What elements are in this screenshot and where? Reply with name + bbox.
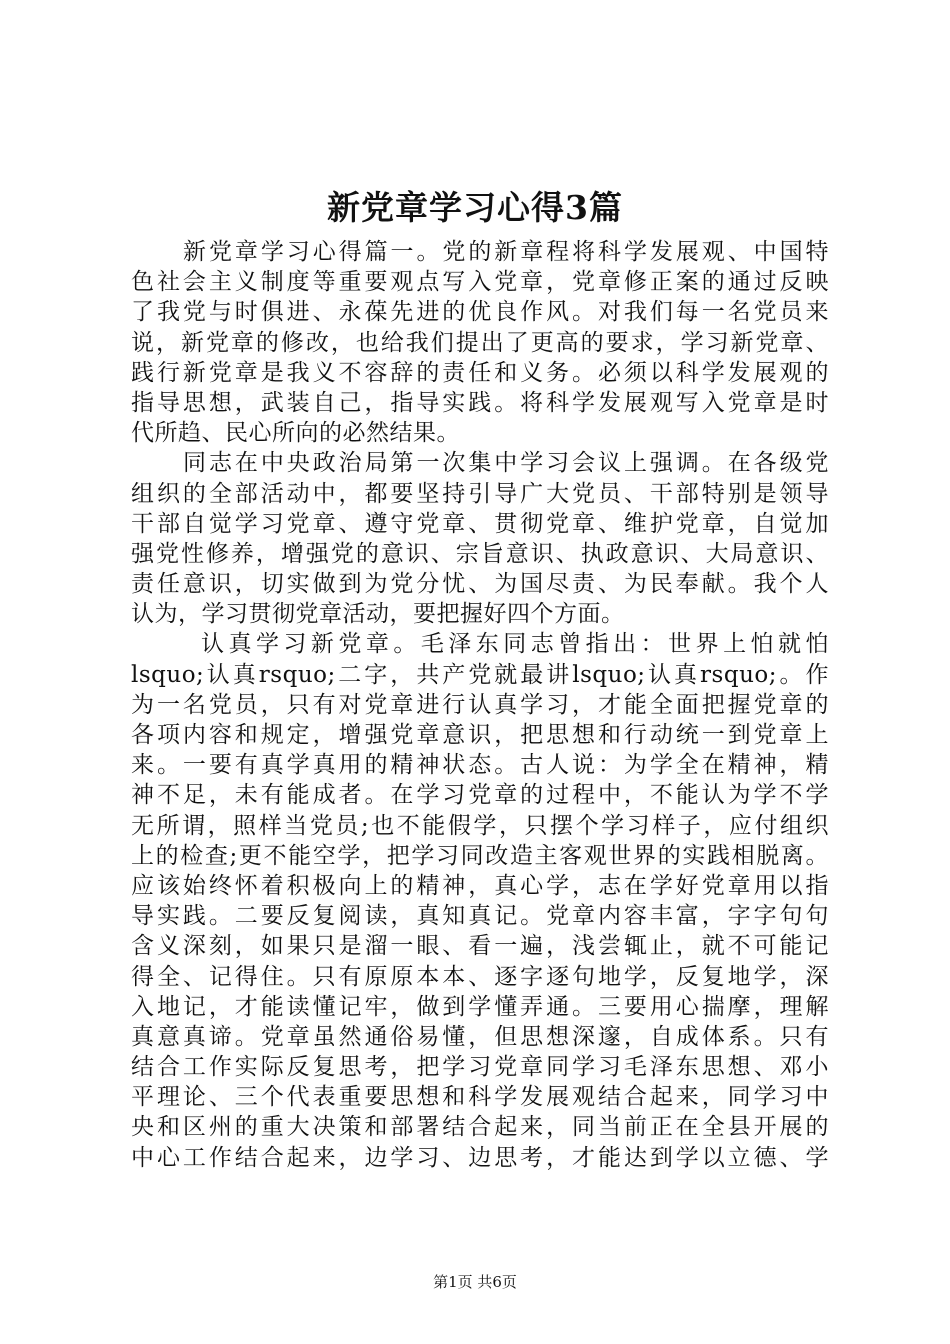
text-line: 为一名党员，只有对党章进行认真学习，才能全面把握党章的 bbox=[131, 691, 829, 718]
page-number-footer: 第1页 共6页 bbox=[433, 1273, 517, 1291]
text-line: 同志在中央政治局第一次集中学习会议上强调。在各级党 bbox=[183, 450, 829, 477]
text-line: 央和区州的重大决策和部署结合起来，同当前正在全县开展的 bbox=[131, 1114, 829, 1141]
text-line: 入地记，才能读懂记牢，做到学懂弄通。三要用心揣摩，理解 bbox=[131, 993, 829, 1020]
text-line: 导实践。二要反复阅读，真知真记。党章内容丰富，字字句句 bbox=[131, 903, 829, 930]
text-line: 应该始终怀着积极向上的精神，真心学，志在学好党章用以指 bbox=[131, 872, 829, 899]
text-line: 真意真谛。党章虽然通俗易懂，但思想深邃，自成体系。只有 bbox=[131, 1023, 829, 1050]
text-line: 认为，学习贯彻党章活动，要把握好四个方面。 bbox=[131, 601, 625, 628]
text-line: 结合工作实际反复思考，把学习党章同学习毛泽东思想、邓小 bbox=[131, 1054, 829, 1081]
document-title: 新党章学习心得3篇 bbox=[327, 188, 623, 227]
text-line: 代所趋、民心所向的必然结果。 bbox=[131, 420, 460, 447]
text-line: 干部自觉学习党章、遵守党章、贯彻党章、维护党章，自觉加 bbox=[131, 510, 829, 537]
text-line: 神不足，未有能成者。在学习党章的过程中，不能认为学不学 bbox=[131, 782, 829, 809]
text-line: 上的检查;更不能空学，把学习同改造主客观世界的实践相脱离。 bbox=[131, 842, 829, 869]
text-line: 新党章学习心得篇一。党的新章程将科学发展观、中国特 bbox=[183, 239, 829, 265]
text-line: 来。一要有真学真用的精神状态。古人说：为学全在精神，精 bbox=[131, 752, 829, 779]
text-line: 平理论、三个代表重要思想和科学发展观结合起来，同学习中 bbox=[131, 1084, 829, 1111]
text-line: 认真学习新党章。毛泽东同志曾指出：世界上怕就怕 bbox=[201, 631, 829, 658]
text-line: 了我党与时俱进、永葆先进的优良作风。对我们每一名党员来 bbox=[131, 299, 829, 326]
text-line: 各项内容和规定，增强党章意识，把思想和行动统一到党章上 bbox=[131, 722, 829, 748]
text-line: 得全、记得住。只有原原本本、逐字逐句地学，反复地学，深 bbox=[131, 963, 829, 990]
text-line: 践行新党章是我义不容辞的责任和义务。必须以科学发展观的 bbox=[131, 359, 829, 386]
text-line: 色社会主义制度等重要观点写入党章，党章修正案的通过反映 bbox=[131, 269, 829, 296]
text-line: 含义深刻，如果只是溜一眼、看一遍，浅尝辄止，就不可能记 bbox=[131, 933, 829, 960]
text-line: 责任意识，切实做到为党分忧、为国尽责、为民奉献。我个人 bbox=[131, 571, 829, 598]
text-line: 指导思想，武装自己，指导实践。将科学发展观写入党章是时 bbox=[131, 389, 829, 416]
text-line: lsquo;认真rsquo;二字，共产党就最讲lsquo;认真rsquo;。作 bbox=[131, 661, 829, 688]
text-line: 中心工作结合起来，边学习、边思考，才能达到学以立德、学 bbox=[131, 1144, 829, 1171]
text-line: 组织的全部活动中，都要坚持引导广大党员、干部特别是领导 bbox=[131, 480, 829, 507]
text-line: 无所谓，照样当党员;也不能假学，只摆个学习样子，应付组织 bbox=[131, 812, 829, 839]
text-line: 说，新党章的修改，也给我们提出了更高的要求，学习新党章、 bbox=[131, 329, 829, 356]
document-body bbox=[131, 237, 829, 1173]
text-line: 强党性修养，增强党的意识、宗旨意识、执政意识、大局意识、 bbox=[131, 540, 829, 567]
